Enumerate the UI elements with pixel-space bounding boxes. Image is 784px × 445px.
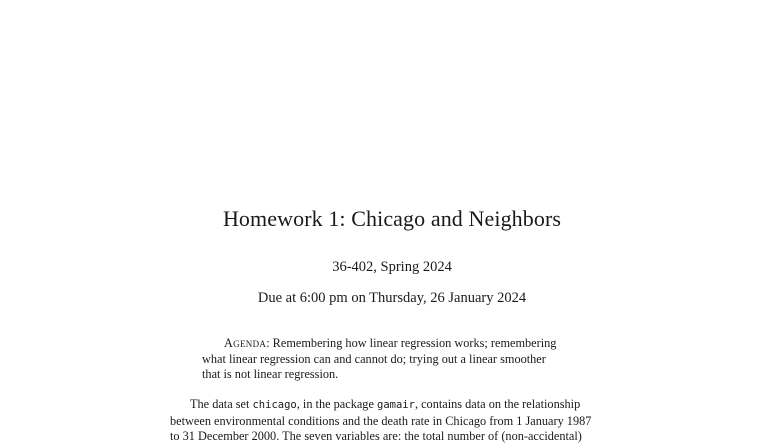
intro-text-c: , contains data on the relationship [414,397,581,411]
intro-paragraph [170,397,614,445]
intro-line-3: to 31 December 2000. The seven variables are: the total number of (non-accidental) [170,429,582,443]
intro-line-2: between environmental conditions and the death rate in Chicago from 1 January 1987 [170,413,592,428]
agenda-line-3: that is not linear regression. [202,367,339,381]
intro-text-b: , in the package [296,397,377,411]
course-info: 36-402, Spring 2024 [332,259,452,275]
intro-text-a: The data set [190,397,253,411]
dataset-name-code: chicago [252,399,297,411]
document-title: Homework 1: Chicago and Neighbors [222,206,562,231]
agenda-line-1 [202,336,586,352]
due-date: Due at 6:00 pm on Thursday, 26 January 2024 [257,290,527,306]
package-name-code: gamair [377,399,415,411]
agenda-line-2: what linear regression can and cannot do; trying out a linear smoother [202,351,546,366]
agenda-line-1-text: : Remembering how linear regression works; remembering [266,336,557,350]
agenda-block [202,336,586,383]
agenda-label: Agenda [224,336,267,350]
intro-line-1 [170,397,614,414]
